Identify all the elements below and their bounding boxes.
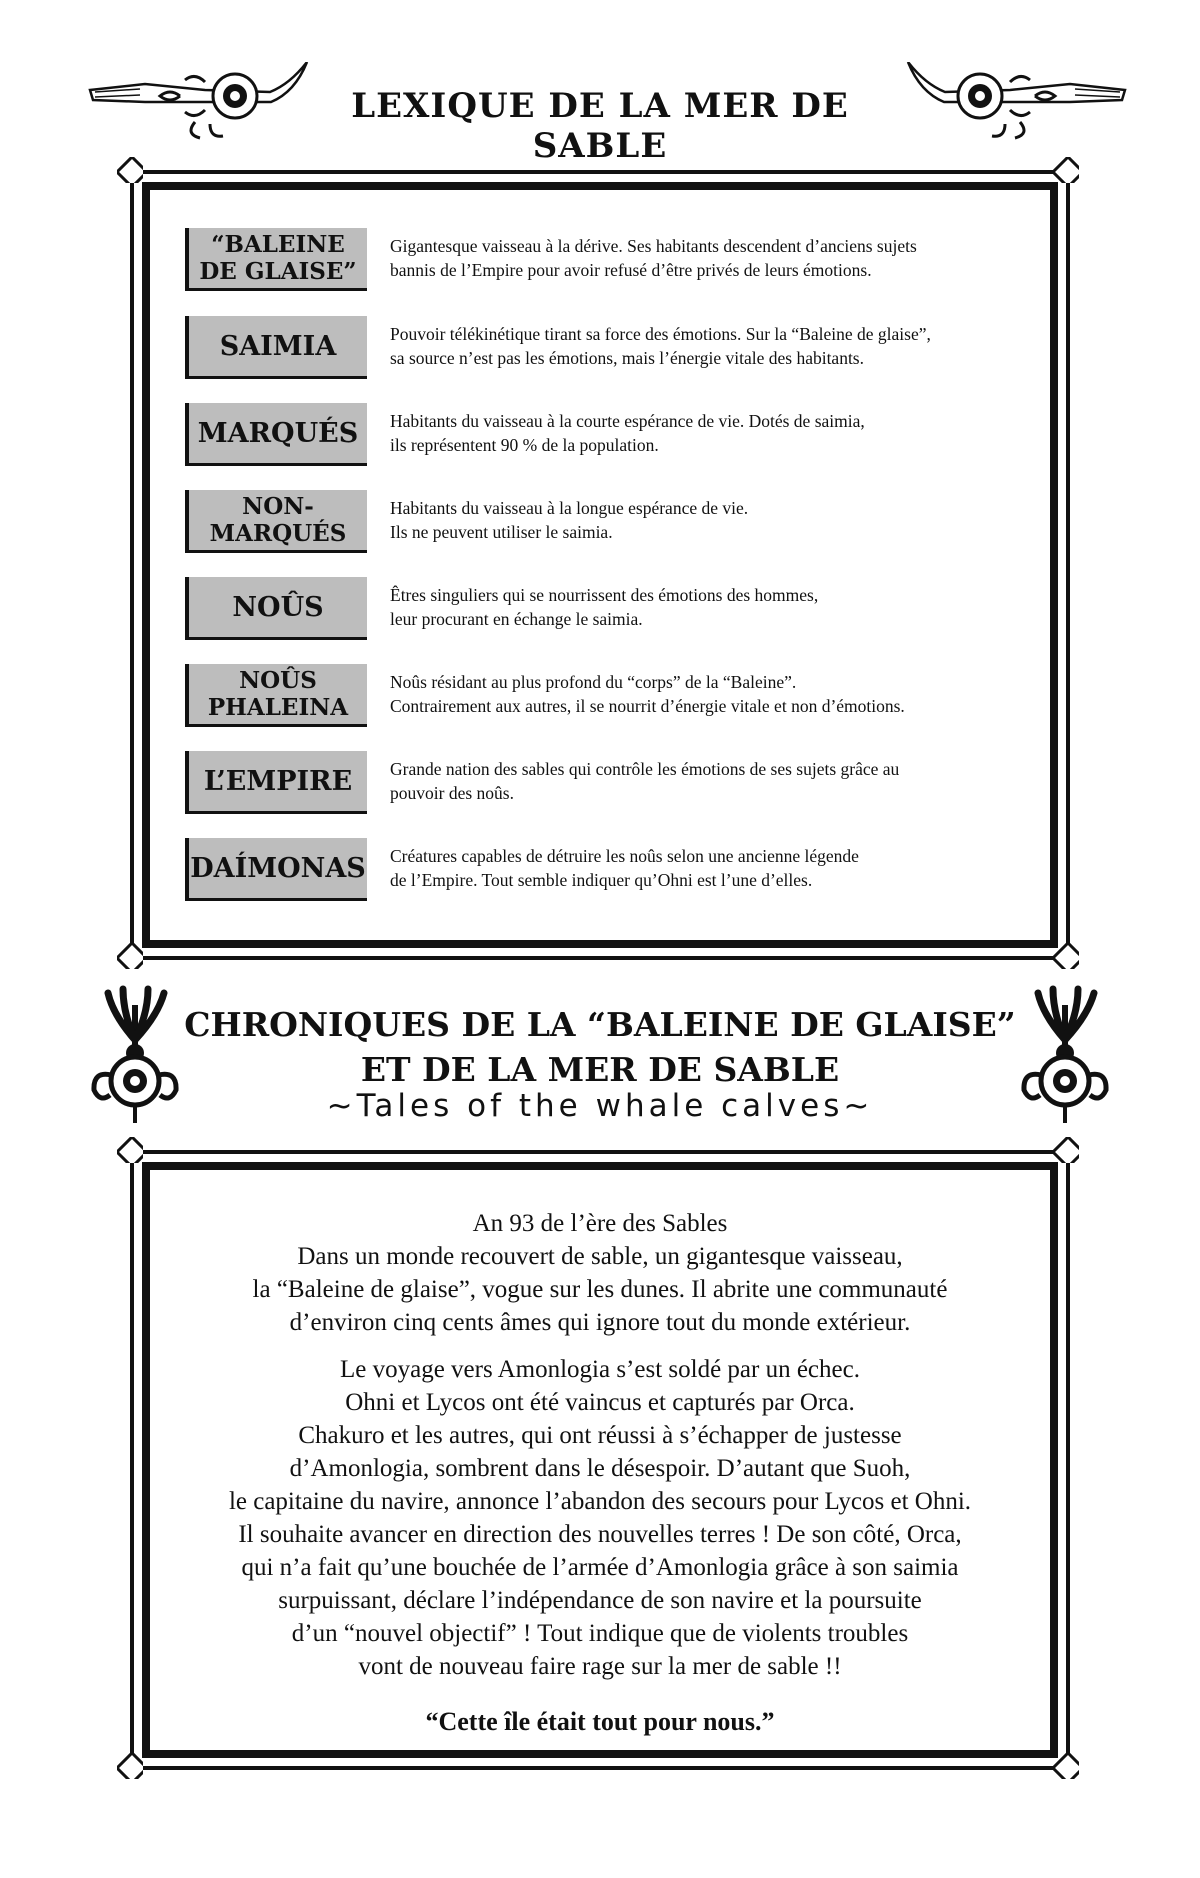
term-definition: Habitants du vaisseau à la longue espérance de vie. Ils ne peuvent utiliser le saimia. [390,498,749,542]
frame-corner-icon [117,1753,143,1779]
lexique-entry [185,228,1025,290]
term-badge [185,490,367,550]
frame-corner-icon [117,1137,143,1163]
lexique-entry [185,403,1025,465]
chroniques-subtitle: ~Tales of the whale calves~ [326,1088,874,1124]
lexique-entry [185,751,1025,813]
lexique-entry [185,490,1025,552]
term-definition: Gigantesque vaisseau à la dérive. Ses habitants descendent d’anciens sujets bannis de l’Empire pour avoir refusé d’être privés de leurs émotions. [390,236,917,280]
term-label: “BALEINE DE GLAISE” [199,231,357,285]
term-badge [185,838,367,898]
term-label: NOÛS [232,591,324,623]
term-badge [185,316,367,376]
term-definition: Habitants du vaisseau à la courte espérance de vie. Dotés de saimia, ils représentent 90 % de la population. [390,411,865,455]
sword-ornament-icon [900,62,1130,152]
term-definition: Créatures capables de détruire les noûs selon une ancienne légende de l’Empire. Tout semble indiquer qu’Ohni est l’une d’elles. [390,846,859,890]
term-label: DAÍMONAS [190,852,366,884]
lexique-entry [185,664,1025,726]
term-definition: Noûs résidant au plus profond du “corps” de la “Baleine”. Contrairement aux autres, il se nourrit d’énergie vitale et non d’émotions. [390,672,905,716]
tagline-quote: “Cette île était tout pour nous.” [425,1707,775,1736]
term-label: L’EMPIRE [203,765,353,797]
term-label: MARQUÉS [197,417,359,449]
lexique-title: LEXIQUE DE LA MER DE SABLE [351,86,849,166]
synopsis-paragraph: An 93 de l’ère des Sables Dans un monde recouvert de sable, un gigantesque vaisseau, la “Baleine de glaise”, vogue sur les dunes. Il abrite une communauté d’environ cinq cents âmes qui ignore tout du monde extérieur. [252,1210,948,1336]
lexique-header [0,62,1200,166]
term-badge [185,751,367,811]
tribal-ornament-icon [88,985,183,1125]
term-definition: Grande nation des sables qui contrôle les émotions de ses sujets grâce au pouvoir des noûs. [390,759,900,803]
term-badge [185,228,367,288]
chroniques-title: CHRONIQUES DE LA “BALEINE DE GLAISE” ET DE LA MER DE SABLE [184,1005,1016,1089]
sword-ornament-icon [85,62,315,152]
term-label: NOÛS PHALEINA [207,667,349,721]
term-badge [185,664,367,724]
synopsis-paragraph: Le voyage vers Amonlogia s’est soldé par un échec. Ohni et Lycos ont été vaincus et capturés par Orca. Chakuro et les autres, qui ont réussi à s’échapper de justesse d’Amonlogia, sombrent dans le désespoir. D’autant que Suoh, le capitaine du navire, annonce l’abandon des secours pour Lycos et Ohni. Il souhaite avancer en direction des nouvelles terres ! De son côté, Orca, qui n’a fait qu’une bouchée de l’armée d’Amonlogia grâce à son saimia surpuissant, déclare l’indépendance de son navire et la poursuite d’un “nouvel objectif” ! Tout indique que de violents troubles vont de nouveau faire rage sur la mer de sable !! [228,1356,972,1680]
chroniques-body [150,1207,1050,1752]
frame-corner-icon [1053,1753,1079,1779]
lexique-frame-inner [142,182,1058,948]
term-definition: Êtres singuliers qui se nourrissent des émotions des hommes, leur procurant en échange le saimia. [390,585,819,629]
lexique-entry [185,577,1025,639]
frame-corner-icon [1053,157,1079,183]
term-label: NON- MARQUÉS [209,493,347,547]
term-label: SAIMIA [219,330,337,362]
lexique-entry [185,316,1025,378]
frame-corner-icon [117,157,143,183]
term-definition: Pouvoir télékinétique tirant sa force des émotions. Sur la “Baleine de glaise”, sa source n’est pas les émotions, mais l’énergie vitale des habitants. [390,324,931,368]
tribal-ornament-icon [1018,985,1113,1125]
frame-corner-icon [1053,1137,1079,1163]
frame-corner-icon [1053,943,1079,969]
lexique-entry [185,838,1025,900]
frame-corner-icon [117,943,143,969]
term-badge [185,577,367,637]
term-badge [185,403,367,463]
